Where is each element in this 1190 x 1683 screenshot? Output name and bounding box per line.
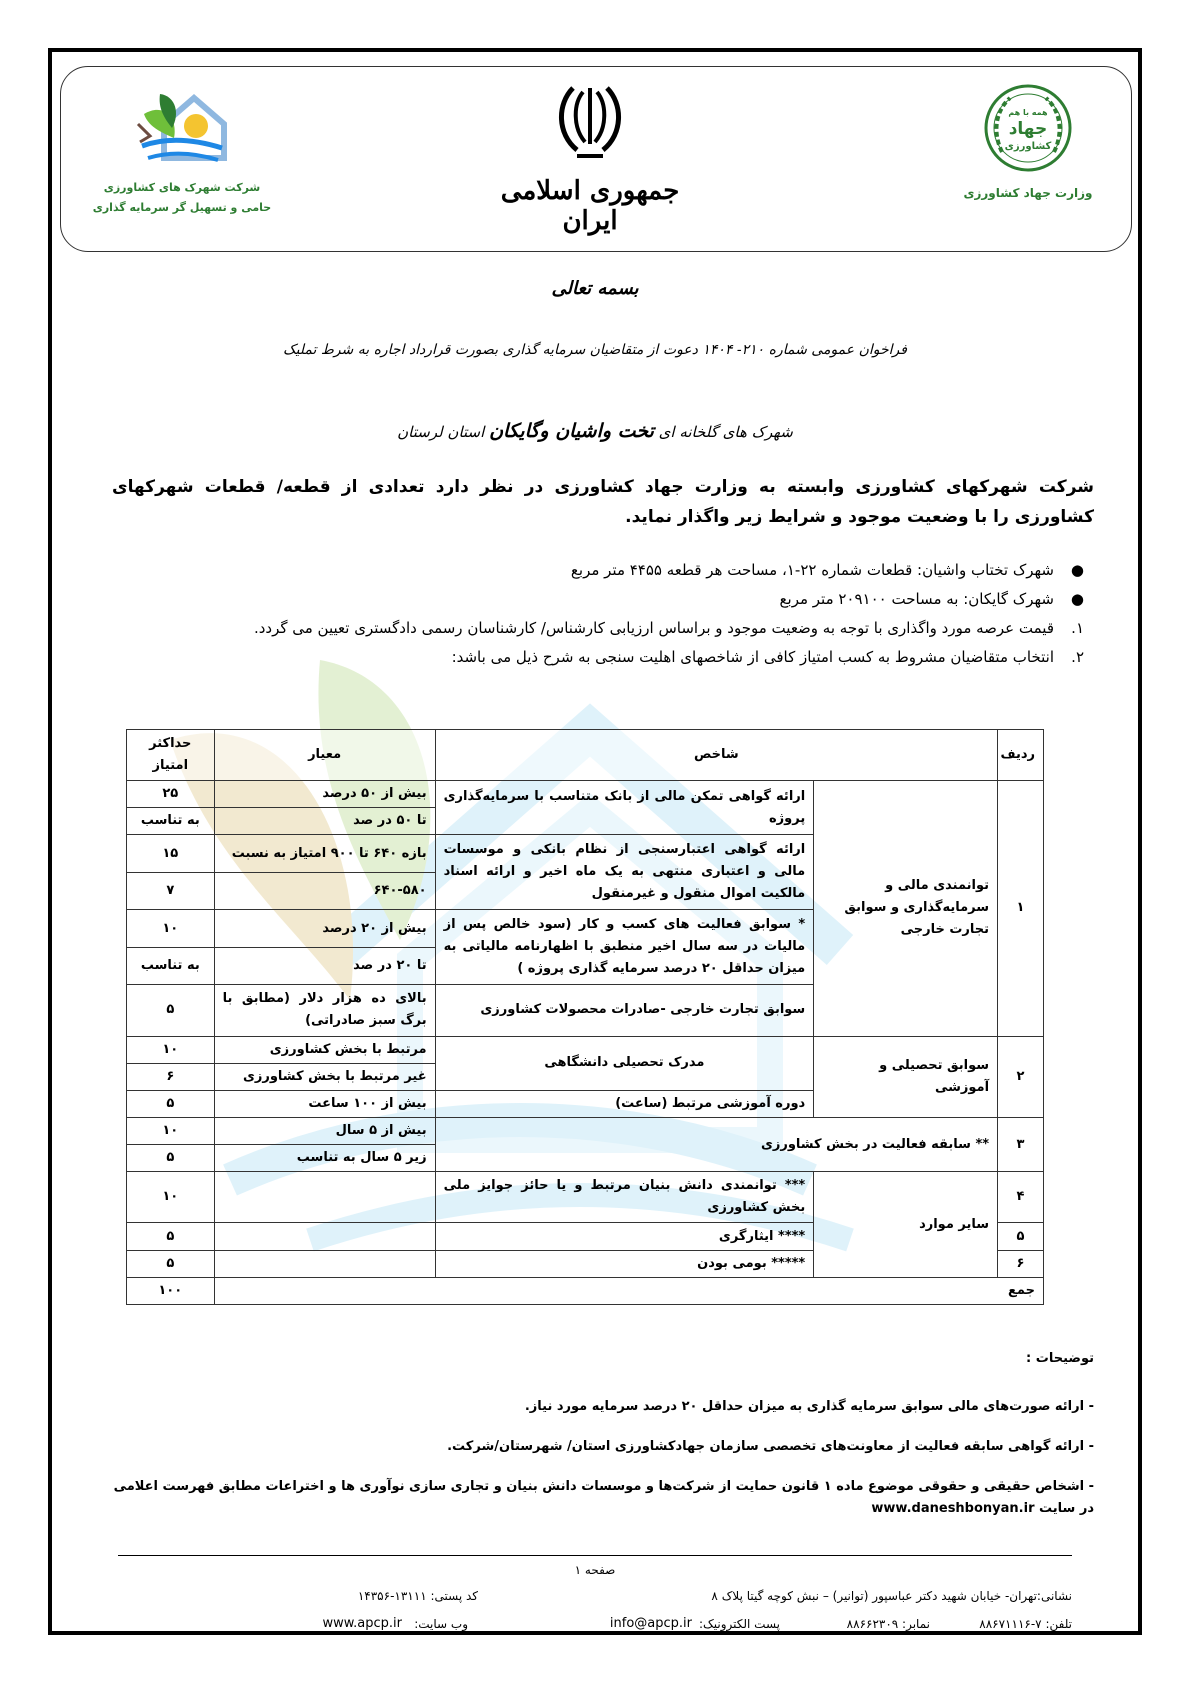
index-cell: *** توانمندی دانش بنیان مرتبط و یا حائز جوایز ملی بخش کشاورزی [435, 1172, 814, 1223]
criteria-cell: مرتبط با بخش کشاورزی [214, 1036, 435, 1063]
max-cell: ۱۰ [127, 1036, 215, 1063]
footer [118, 1557, 1072, 1639]
group-label: سایر موارد [814, 1172, 998, 1277]
table-row [127, 1172, 1044, 1223]
conditions-list [140, 556, 1084, 672]
index-cell: ** سابقه فعالیت در بخش کشاورزی [435, 1118, 997, 1172]
criteria-cell: تا ۲۰ در صد [214, 947, 435, 985]
index-cell: * سوابق فعالیت های کسب و کار (سود خالص پس از مالیات در سه سال اخیر منطبق با اظهارنامه مالیاتی به میزان حداقل ۲۰ درصد سرمایه گذاری پروژه ) [435, 910, 814, 985]
max-cell: ۷ [127, 872, 215, 910]
company-name [82, 178, 282, 218]
footer-address: نشانی:تهران- خیابان شهید دکتر عباسپور (توانیر) – نبش کوچه گیتا پلاک ۸ [711, 1589, 1072, 1603]
criteria-cell [214, 1172, 435, 1223]
item-number: ۱. [1071, 619, 1084, 637]
towns-title-suffix: استان لرستان [397, 423, 490, 441]
header-criteria: معیار [214, 730, 435, 781]
notes-title: توضیحات : [1026, 1351, 1094, 1366]
criteria-cell: ۶۴۰-۵۸۰ [214, 872, 435, 910]
group-label: سوابق تحصیلی و آموزشی [814, 1036, 998, 1118]
bismillah: بسمه تعالی [551, 278, 639, 299]
ministry-logo [948, 82, 1108, 200]
criteria-cell: بالای ده هزار دلار (مطابق با برگ سبز صادراتی) [214, 985, 435, 1036]
max-cell: ۵ [127, 1250, 215, 1277]
note-item: - ارائه گواهی سابقه فعالیت از معاونت‌های تخصصی سازمان جهادکشاورزی استان/ شهرستان/شرکت. [447, 1439, 1094, 1454]
max-cell: ۱۰ [127, 910, 215, 948]
row-number: ۲ [998, 1036, 1044, 1118]
index-cell: **** ایثارگری [435, 1223, 814, 1250]
numbered-item [140, 643, 1084, 672]
table-header-row [127, 730, 1044, 781]
max-cell: ۶ [127, 1063, 215, 1090]
index-cell: دوره آموزشی مرتبط (ساعت) [435, 1090, 814, 1117]
footer-row-contact [118, 1611, 1072, 1639]
bullet-item [140, 585, 1084, 614]
max-cell: ۵ [127, 1145, 215, 1172]
towns-title-prefix: شهرک های گلخانه ای [653, 423, 793, 441]
table-total-row [127, 1277, 1044, 1304]
national-emblem [470, 82, 710, 236]
criteria-cell: بیش از ۱۰۰ ساعت [214, 1090, 435, 1117]
footer-website[interactable]: www.apcp.ir [322, 1616, 402, 1631]
numbered-item [140, 614, 1084, 643]
footer-fax: نمابر: ۸۸۶۶۲۳۰۹ [846, 1617, 930, 1631]
footer-web-label: وب سایت: [414, 1617, 468, 1631]
bullet-icon: ● [1070, 561, 1084, 579]
towns-title-names: تخت واشیان وگایکان [489, 420, 654, 442]
table-row [127, 1118, 1044, 1145]
footer-email[interactable]: info@apcp.ir [609, 1616, 692, 1631]
header-index: شاخص [435, 730, 997, 781]
row-number: ۴ [998, 1172, 1044, 1223]
item-number: ۲. [1071, 648, 1084, 666]
iran-emblem-icon [555, 82, 625, 162]
table-row [127, 1036, 1044, 1063]
index-cell: ارائه گواهی تمکن مالی از بانک متناسب با سرمایه‌گذاری پروژه [435, 781, 814, 835]
company-logo [82, 84, 282, 218]
bullet-text: شهرک تختاب واشیان: قطعات شماره ۲۲-۱، مساحت هر قطعه ۴۴۵۵ متر مربع [570, 561, 1054, 579]
note-item: - ارائه صورت‌های مالی سوابق سرمایه گذاری به میزان حداقل ۲۰ درصد سرمایه مورد نیاز. [524, 1399, 1094, 1414]
max-cell: ۵ [127, 1223, 215, 1250]
criteria-cell: غیر مرتبط با بخش کشاورزی [214, 1063, 435, 1090]
criteria-cell: بیش از ۵ سال [214, 1118, 435, 1145]
index-cell: مدرک تحصیلی دانشگاهی [435, 1036, 814, 1090]
criteria-cell: تا ۵۰ در صد [214, 808, 435, 835]
numbered-text: قیمت عرصه مورد واگذاری با توجه به وضعیت موجود و براساس ارزیابی کارشناس/ کارشناسان رسمی دادگستری تعیین می گردد. [253, 619, 1054, 637]
header-max-score: حداکثر امتیاز [127, 730, 215, 781]
table-row [127, 781, 1044, 808]
max-cell: ۵ [127, 1090, 215, 1117]
company-name-line1: شرکت شهرک های کشاورزی [103, 181, 261, 194]
group-label: توانمندی مالی و سرمایه‌گذاری و سوابق تجارت خارجی [814, 781, 998, 1036]
max-cell: ۲۵ [127, 781, 215, 808]
index-cell: ارائه گواهی اعتبارسنجی از نظام بانکی و موسسات مالی و اعتباری منتهی به یک ماه اخیر و ارائه اسناد مالکیت اموال منقول و غیرمنقول [435, 835, 814, 910]
row-number: ۱ [998, 781, 1044, 1036]
company-name-line2: حامی و تسهیل گر سرمایه گذاری [92, 201, 272, 214]
numbered-text: انتخاب متقاضیان مشروط به کسب امتیاز کافی از شاخصهای اهلیت سنجی به شرح ذیل می باشد: [451, 648, 1054, 666]
ministry-logo-line3: کشاورزی [1004, 141, 1052, 152]
max-cell: به تناسب [127, 947, 215, 985]
page-number: صفحه ۱ [574, 1563, 616, 1577]
note-item: - اشخاص حقیقی و حقوقی موضوع ماده ۱ قانون حمایت از شرکت‌ها و موسسات دانش بنیان و تجاری سازی نوآوری ها و اختراعات مطابق فهرست اعلامی در سایت www.daneshbonyan.ir [113, 1479, 1094, 1516]
bullet-text: شهرک گایکان: به مساحت ۲۰۹۱۰۰ متر مربع [779, 590, 1054, 608]
max-cell: به تناسب [127, 808, 215, 835]
notes-section [110, 1348, 1094, 1538]
footer-email-label: پست الکترونیک: [698, 1617, 780, 1631]
criteria-cell: بیش از ۲۰ درصد [214, 910, 435, 948]
row-number: ۳ [998, 1118, 1044, 1172]
bullet-item [140, 556, 1084, 585]
criteria-cell [214, 1250, 435, 1277]
criteria-cell [214, 1223, 435, 1250]
ministry-logo-line2: جهاد [1008, 119, 1048, 139]
ministry-name: وزارت جهاد کشاورزی [963, 186, 1093, 200]
footer-phone: تلفن: ۷-۸۸۶۷۱۱۱۶ [979, 1617, 1072, 1631]
criteria-cell: بازه ۶۴۰ تا ۹۰۰ امتیاز به نسبت [214, 835, 435, 873]
footer-divider [118, 1555, 1072, 1556]
intro-paragraph: شرکت شهرکهای کشاورزی وابسته به وزارت جهاد کشاورزی در نظر دارد تعدادی از قطعه/ قطعات شهرکهای کشاورزی را با وضعیت موجود و شرایط زیر واگذار نماید. [112, 477, 1094, 527]
header-row-number: ردیف [998, 730, 1044, 781]
ministry-emblem-icon [982, 82, 1074, 174]
index-cell: ***** بومی بودن [435, 1250, 814, 1277]
country-title: جمهوری اسلامی ایران [500, 176, 680, 236]
max-cell: ۱۰ [127, 1118, 215, 1145]
footer-postal-code: کد پستی: ۱۳۱۱۱-۱۴۳۵۶ [357, 1589, 478, 1603]
row-number: ۶ [998, 1250, 1044, 1277]
total-max: ۱۰۰ [127, 1277, 215, 1304]
row-number: ۵ [998, 1223, 1044, 1250]
towns-title [0, 420, 1190, 442]
bullet-icon: ● [1070, 590, 1084, 608]
criteria-cell: زیر ۵ سال به تناسب [214, 1145, 435, 1172]
ministry-logo-line1: همه با هم [1008, 108, 1048, 117]
index-cell: سوابق تجارت خارجی -صادرات محصولات کشاورزی [435, 985, 814, 1036]
scoring-table [126, 729, 1044, 1305]
call-title: فراخوان عمومی شماره ۲۱۰- ۱۴۰۴ دعوت از متقاضیان سرمایه گذاری بصورت قرارداد اجاره به شرط تملیک [283, 342, 907, 358]
total-label: جمع [214, 1277, 1043, 1304]
footer-row-address [118, 1583, 1072, 1611]
max-cell: ۱۵ [127, 835, 215, 873]
max-cell: ۵ [127, 985, 215, 1036]
max-cell: ۱۰ [127, 1172, 215, 1223]
company-emblem-icon [134, 84, 230, 168]
criteria-cell: بیش از ۵۰ درصد [214, 781, 435, 808]
